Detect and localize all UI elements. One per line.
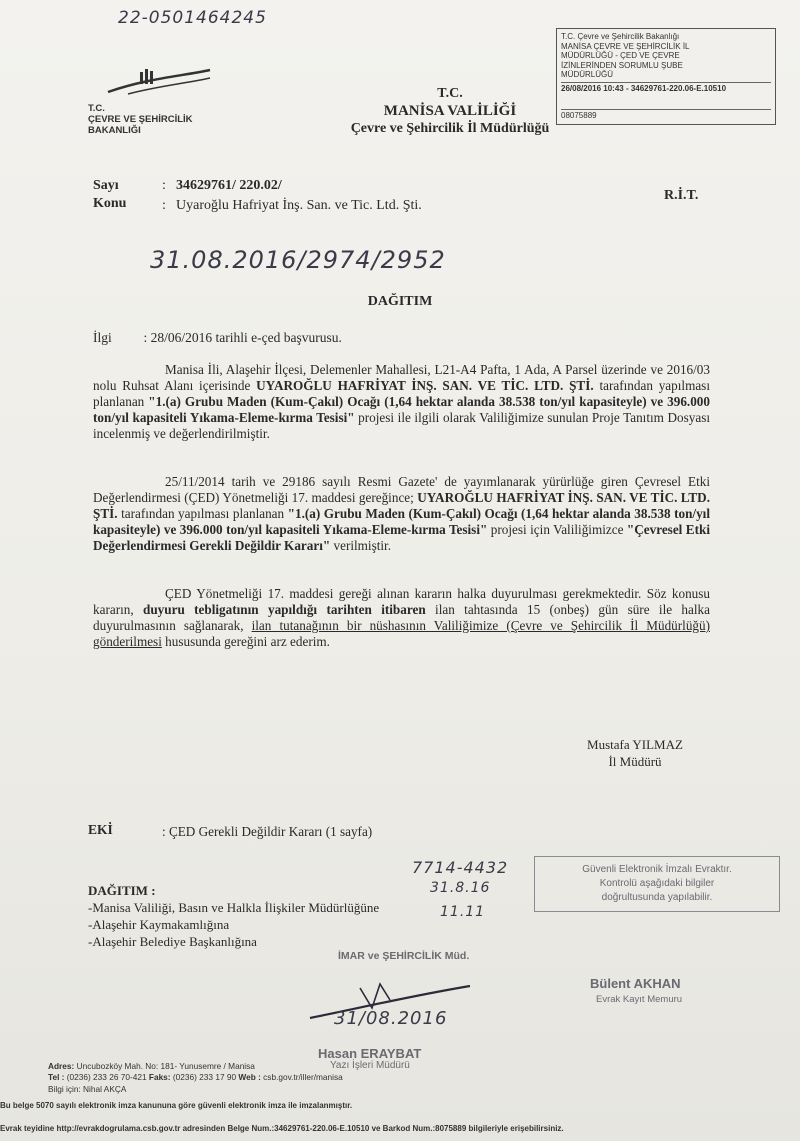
- konu-label: Konu: [93, 196, 127, 211]
- ministry-logo: [88, 66, 228, 136]
- stamp-line-4: İZİNLERİNDEN SORUMLU ŞUBE: [561, 60, 683, 70]
- e-signature-line-3: doğrultusunda yapılabilir.: [601, 892, 713, 903]
- rit-mark: R.İ.T.: [664, 188, 699, 203]
- body-paragraph-1: Manisa İli, Alaşehir İlçesi, Delemenler Mahallesi, L21-A4 Pafta, 1 Ada, A Parsel üzerinde ve 2016/03 nolu Ruhsat Alanı içerisinde UYAROĞLU HAFRİYAT İNŞ. SAN. VE TİC. LTD. ŞTİ. tarafından yapılması planlanan "1.(a) Grubu Maden (Kum-Çakıl) Ocağı (1,64 hektar alanda 38.538 ton/yıl kapasiteyle) ve 396.000 ton/yıl kapasiteli Yıkama-Eleme-kırma Tesisi" projesi ile ilgili olarak Valiliğimize sunulan Proje Tanıtım Dosyası incelenmiş ve değerlendirilmiştir.: [93, 362, 710, 441]
- ministry-logo-icon: [88, 66, 228, 98]
- receipt-officer-title: Yazı İşleri Müdürü: [330, 1060, 410, 1071]
- konu-colon: :: [162, 198, 166, 213]
- sayi-label: Sayı: [93, 178, 119, 193]
- handwritten-date-number: 31.08.2016/2974/2952: [150, 246, 446, 274]
- attachment-label: EKİ: [88, 822, 113, 837]
- konu-value: Uyaroğlu Hafriyat İnş. San. ve Tic. Ltd. Şti.: [176, 198, 422, 213]
- handwritten-registry-number: 7714-4432: [412, 858, 509, 877]
- barcode-number: 08075889: [561, 111, 597, 120]
- logo-line-3: BAKANLIĞI: [88, 125, 141, 136]
- distribution-item: -Alaşehir Kaymakamlığına: [88, 917, 230, 932]
- header-tc: T.C.: [437, 86, 463, 101]
- stamp-line-2: MANİSA ÇEVRE VE ŞEHİRCİLİK İL: [561, 41, 690, 51]
- handwritten-registry-date: 31.8.16: [430, 880, 491, 896]
- footer-info-line: Bilgi için: Nihal AKÇA: [48, 1084, 127, 1094]
- stamp-line-6: 26/08/2016 10:43 - 34629761-220.06-E.10510: [561, 83, 727, 93]
- attachment-value: : ÇED Gerekli Değildir Kararı (1 sayfa): [162, 824, 373, 839]
- footer-contact: Tel : (0236) 233 26 70-421 Faks: (0236) 233 17 90 Web : csb.gov.tr/iller/manisa: [48, 1072, 343, 1082]
- ilgi-value: : 28/06/2016 tarihli e-çed başvurusu.: [143, 330, 342, 345]
- signatory-title: İl Müdürü: [608, 754, 662, 769]
- footer-esign-law: Bu belge 5070 sayılı elektronik imza kanununa göre güvenli elektronik imza ile imzalanmıştır.: [0, 1101, 353, 1110]
- e-signature-line-2: Kontrolü aşağıdaki bilgiler: [599, 878, 715, 889]
- distribution-list: [88, 882, 379, 950]
- registry-officer-name: Bülent AKHAN: [590, 976, 681, 991]
- distribution-heading: DAĞITIM :: [88, 883, 156, 898]
- signatory-name: Mustafa YILMAZ: [587, 737, 683, 752]
- logo-line-1: T.C.: [88, 103, 105, 114]
- e-signature-line-1: Güvenli Elektronik İmzalı Evraktır.: [582, 864, 732, 875]
- sayi-colon: :: [162, 178, 166, 193]
- stamp-line-1: T.C. Çevre ve Şehircilik Bakanlığı: [561, 32, 680, 41]
- signature-block: [560, 736, 710, 770]
- distribution-item: -Alaşehir Belediye Başkanlığına: [88, 934, 257, 949]
- header-governorship: MANİSA VALİLİĞİ: [383, 103, 517, 119]
- footer-address: Adres: Uncubozköy Mah. No: 181- Yunusemre / Manisa: [48, 1061, 255, 1071]
- distribution-item: -Manisa Valiliği, Basın ve Halkla İlişkiler Müdürlüğüne: [88, 900, 380, 915]
- header-directorate: Çevre ve Şehircilik İl Müdürlüğü: [350, 121, 550, 136]
- handwritten-reference: 22-0501464245: [118, 8, 267, 28]
- e-signature-box: [534, 856, 780, 912]
- body-paragraph-3: ÇED Yönetmeliği 17. maddesi gereği alınan kararın halka duyurulması gerekmektedir. Söz konusu kararın, duyuru tebligatının yapıldığı tarihten itibaren ilan tahtasında 15 (onbeş) gün süre ile halka duyurulmasının sağlanarak, ilan tutanağının bir nüshasının Valiliğimize (Çevre ve Şehircilik İl Müdürlüğü) gönderilmesi hususunda gereğini arz ederim.: [93, 586, 711, 649]
- ilgi-label: İlgi: [93, 330, 112, 345]
- ilgi-line: [93, 330, 342, 346]
- handwritten-registry-month: 11.11: [440, 904, 486, 920]
- registry-officer-title: Evrak Kayıt Memuru: [596, 994, 683, 1005]
- distribution-title: DAĞITIM: [367, 294, 433, 309]
- body-paragraph-2: 25/11/2014 tarih ve 29186 sayılı Resmi Gazete' de yayımlanarak yürürlüğe giren Çevresel Etki Değerlendirmesi (ÇED) Yönetmeliği 17. maddesi gereğince; UYAROĞLU HAFRİYAT İNŞ. SAN. VE TİC. LTD. ŞTİ. tarafından yapılması planlanan "1.(a) Grubu Maden (Kum-Çakıl) Ocağı (1,64 hektar alanda 38.538 ton/yıl kapasiteyle) ve 396.000 ton/yıl kapasiteli Yıkama-Eleme-kırma Tesisi" projesi için Valiliğimizce "Çevresel Etki Değerlendirmesi Gerekli Değildir Kararı" verilmiştir.: [93, 474, 710, 553]
- receipt-officer-name: Hasan ERAYBAT: [318, 1046, 422, 1061]
- stamp-line-5: MÜDÜRLÜĞÜ: [561, 70, 613, 79]
- receipt-handwritten-date: 31/08.2016: [334, 1008, 448, 1029]
- sayi-value: 34629761/ 220.02/: [176, 178, 282, 193]
- stamp-line-3: MÜDÜRLÜĞÜ - ÇED VE ÇEVRE: [561, 51, 680, 60]
- footer-verification: Evrak teyidine http://evrakdogrulama.csb.gov.tr adresinden Belge Num.:34629761-220.06-E.10510 ve Barkod Num.:8075889 bilgileriyle erişebilirsiniz.: [0, 1124, 564, 1133]
- receipt-stamp-header: İMAR ve ŞEHİRCİLİK Müd.: [338, 950, 470, 962]
- logo-line-2: ÇEVRE VE ŞEHİRCİLİK: [88, 114, 193, 125]
